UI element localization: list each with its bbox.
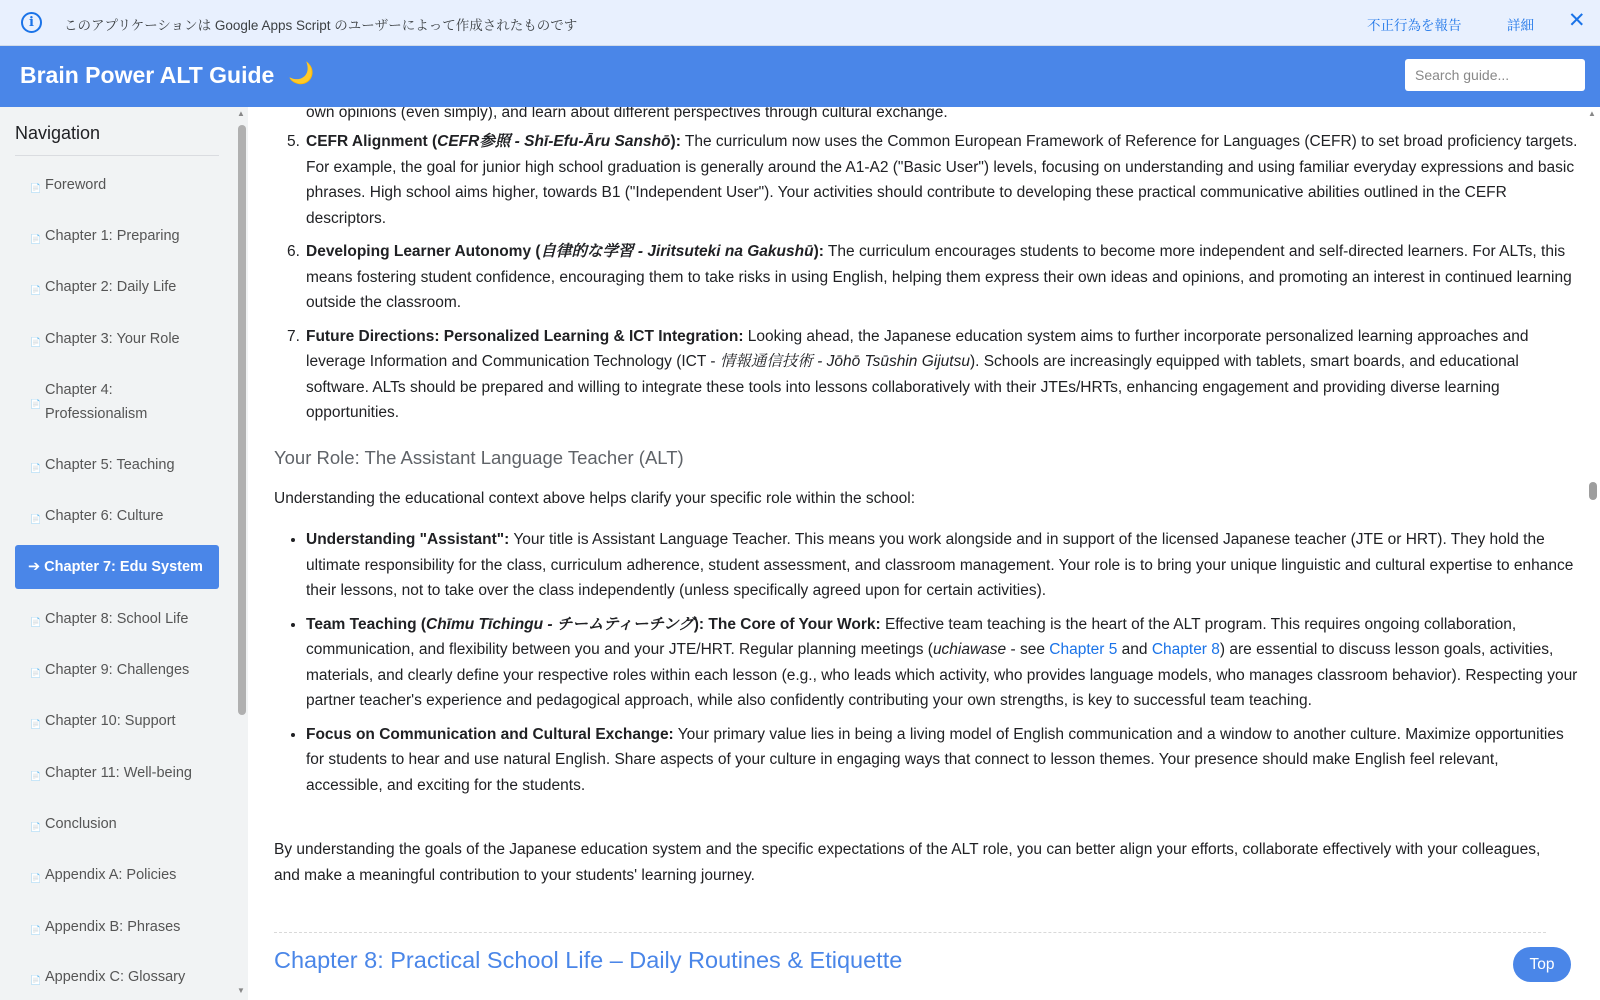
document-icon: 📄 [30,514,42,524]
sidebar-item-label: Chapter 4: Professionalism [45,382,148,422]
numbered-list [287,129,1578,434]
list-item-lead: CEFR Alignment ( [306,133,438,150]
chapter-5-link[interactable]: Chapter 5 [1049,641,1118,658]
list-item-lead: Understanding "Assistant": [306,531,510,548]
list-item-text: The curriculum now uses the Common European Framework of Reference for Languages (CEFR) to set broad proficiency targets. For example, the goal for junior high school graduation is generally around the A1-A2 ("Basic User") levels, focusing on understanding and using familiar everyday expressions and basic phrases. High school aims higher, towards B1 ("Independent User"). Your activities should contribute to developing these practical communicative abilities outlined in the CEFR descriptors. [306,133,1578,227]
list-number: 5. [287,133,300,150]
next-chapter-heading: Chapter 8: Practical School Life – Daily Routines & Etiquette [274,947,903,973]
list-item-text: ). Schools are increasingly equipped with tablets, smart boards, and educational software. ALTs should be prepared and willing to integrate these tools into lessons collaboratively with their JTEs/HRTs, enhancing engagement and providing diverse learning opportunities. [306,353,1519,421]
document-icon: 📄 [30,399,42,409]
sidebar-item-label: Chapter 11: Well-being [45,765,192,781]
list-item-text: Looking ahead, the Japanese education system aims to further incorporate personalized learning approaches and leverage Information and Communication Technology (ICT - [306,327,1529,370]
sidebar-item-chapter-7-active[interactable] [15,545,219,589]
sidebar-item-label: ➔ Chapter 7: Edu System [28,559,203,575]
sidebar [0,107,236,1000]
sidebar-item-label: Appendix A: Policies [45,867,177,883]
document-icon: 📄 [30,925,42,935]
sidebar-item-foreword[interactable] [15,173,219,197]
document-icon: 📄 [30,822,42,832]
sidebar-scrollbar-thumb[interactable] [238,125,246,715]
list-item-text: and [1117,641,1152,658]
document-icon: 📄 [30,463,42,473]
info-icon: i [21,12,42,33]
scroll-down-arrow-icon[interactable]: ▼ [237,986,245,995]
list-item [306,722,1578,799]
sidebar-item-chapter-2[interactable] [15,275,219,299]
list-item [306,612,1578,714]
main-content [248,107,1586,1000]
list-item-lead: Team Teaching ( [306,615,427,633]
list-item-text: Effective team teaching is the heart of the ALT program. This requires ongoing collaboration, communication, and flexibility between you and your JTE/HRT. Regular planning meetings ( [306,615,1517,658]
list-item [287,324,1578,426]
sidebar-item-label: Appendix C: Glossary [45,969,186,985]
sidebar-item-chapter-3[interactable] [15,327,219,351]
list-item [287,129,1578,231]
document-icon: 📄 [30,337,42,347]
section-intro: Understanding the educational context above helps clarify your specific role within the school: [274,490,916,507]
sidebar-item-chapter-4[interactable] [15,378,185,426]
sidebar-item-label: Chapter 2: Daily Life [45,279,177,295]
scroll-up-arrow-icon[interactable]: ▲ [237,109,245,118]
sidebar-item-label: Chapter 6: Culture [45,508,164,524]
list-item-lead: Developing Learner Autonomy ( [306,243,541,260]
document-icon: 📄 [30,617,42,627]
list-item-text: ) are essential to discuss lesson goals, activities, materials, and clearly define your respective roles within each lesson (e.g., who leads which activity, who provides language models, who manages classroom behavior). Respecting your partner teacher's experience and pedagogical approach, while also confidently contributing your own strengths, is key to successful team teaching. [306,641,1578,709]
document-icon: 📄 [30,771,42,781]
sidebar-item-label: Foreword [45,177,107,193]
section-heading: Your Role: The Assistant Language Teacher (ALT) [274,447,684,468]
moon-icon[interactable]: 🌙 [288,62,315,85]
sidebar-item-chapter-8[interactable] [15,607,219,631]
search-input[interactable] [1405,59,1585,91]
japanese-term: 自律的な学習 - Jiritsuteki na Gakushū [540,243,814,260]
sidebar-item-chapter-1[interactable] [15,224,219,248]
japanese-term: 情報通信技術 - Jōhō Tsūshin Gijutsu [719,353,970,370]
scroll-up-arrow-icon[interactable]: ▲ [1588,109,1596,118]
list-item-lead-end: ): [813,243,824,260]
sidebar-item-label: Chapter 1: Preparing [45,228,180,244]
text-fragment: own opinions (even simply), and learn about different perspectives through cultural exchange. [306,107,948,121]
nav-title: Navigation [15,123,101,143]
back-to-top-button[interactable]: Top [1513,947,1571,982]
sidebar-item-label: Chapter 8: School Life [45,611,189,627]
document-icon: 📄 [30,975,42,985]
main-scrollbar-thumb[interactable] [1589,482,1597,500]
list-item-lead: ): The Core of Your Work: [693,615,881,633]
list-item-lead: Future Directions: Personalized Learning & ICT Integration: [306,327,744,345]
list-number: 6. [287,243,300,260]
sidebar-item-label: Appendix B: Phrases [45,919,181,935]
app-header [0,46,1600,107]
sidebar-item-label: Conclusion [45,816,117,832]
chapter-8-link[interactable]: Chapter 8 [1151,641,1220,658]
sidebar-item-chapter-6[interactable] [15,504,219,528]
list-item-lead: Focus on Communication and Cultural Exchange: [306,725,674,743]
section-divider [274,932,1546,933]
sidebar-item-label: Chapter 10: Support [45,713,176,729]
app-title: Brain Power ALT Guide [20,62,275,88]
document-icon: 📄 [30,285,42,295]
info-banner [0,0,1600,46]
sidebar-item-label: Chapter 5: Teaching [45,457,175,473]
japanese-term: CEFR参照 - Shī-Efu-Āru Sanshō [437,133,671,150]
sidebar-item-label: Chapter 9: Challenges [45,662,190,678]
details-link[interactable]: 詳細 [1507,18,1534,33]
nav-divider [15,155,219,156]
bullet-list [306,527,1578,806]
japanese-term: Chīmu Tīchingu - チームティーチング [426,615,694,633]
closing-paragraph: By understanding the goals of the Japanese education system and the specific expectations of the ALT role, you can better align your efforts, collaborate effectively with your colleagues, and make a meaningful contribution to your students' learning journey. [274,841,1541,884]
sidebar-item-appendix-a[interactable] [15,863,219,887]
sidebar-item-appendix-c[interactable] [15,965,219,989]
document-icon: 📄 [30,668,42,678]
list-item-text: The curriculum encourages students to become more independent and self-directed learners. For ALTs, this means fostering student confidence, encouraging them to take risks in using English, helping them express their own ideas and opinions, and promoting an interest in continued learning outside the classroom. [306,243,1572,311]
close-icon[interactable]: ✕ [1568,9,1586,32]
main-scrollbar[interactable] [1586,107,1600,1000]
japanese-term: uchiawase [932,641,1007,658]
list-item-lead-end: ): [670,133,681,150]
document-icon: 📄 [30,873,42,883]
list-number: 7. [287,327,300,345]
list-item-text: Your title is Assistant Language Teacher. This means you work alongside and in support of the licensed Japanese teacher (JTE or HRT). They hold the ultimate responsibility for the class, curriculum adherence, student assessment, and classroom management. Your role is to bring your unique linguistic and cultural expertise to enhance their lessons, not to take over the class independently (unless specifically agreed upon for certain activities). [306,531,1574,599]
sidebar-item-chapter-11[interactable] [15,761,219,785]
sidebar-item-conclusion[interactable] [15,812,219,836]
list-item-text: - see [1006,641,1050,658]
report-abuse-link[interactable]: 不正行為を報告 [1367,18,1462,33]
document-icon: 📄 [30,234,42,244]
document-icon: 📄 [30,183,42,193]
sidebar-item-chapter-9[interactable] [15,658,219,682]
document-icon: 📄 [30,719,42,729]
banner-message: このアプリケーションは Google Apps Script のユーザーによって作成されたものです [64,18,578,33]
list-item [287,239,1578,316]
sidebar-item-label: Chapter 3: Your Role [45,331,180,347]
sidebar-item-chapter-10[interactable] [15,709,219,733]
list-item-text: Your primary value lies in being a living model of English communication and a window to another culture. Maximize opportunities for students to hear and use natural English. Share aspects of your culture in engaging ways that connect to lesson themes. Your presence should make English feel relevant, accessible, and exciting for the students. [306,725,1564,794]
list-item [306,527,1578,604]
sidebar-item-chapter-5[interactable] [15,453,219,477]
sidebar-item-appendix-b[interactable] [15,915,219,939]
